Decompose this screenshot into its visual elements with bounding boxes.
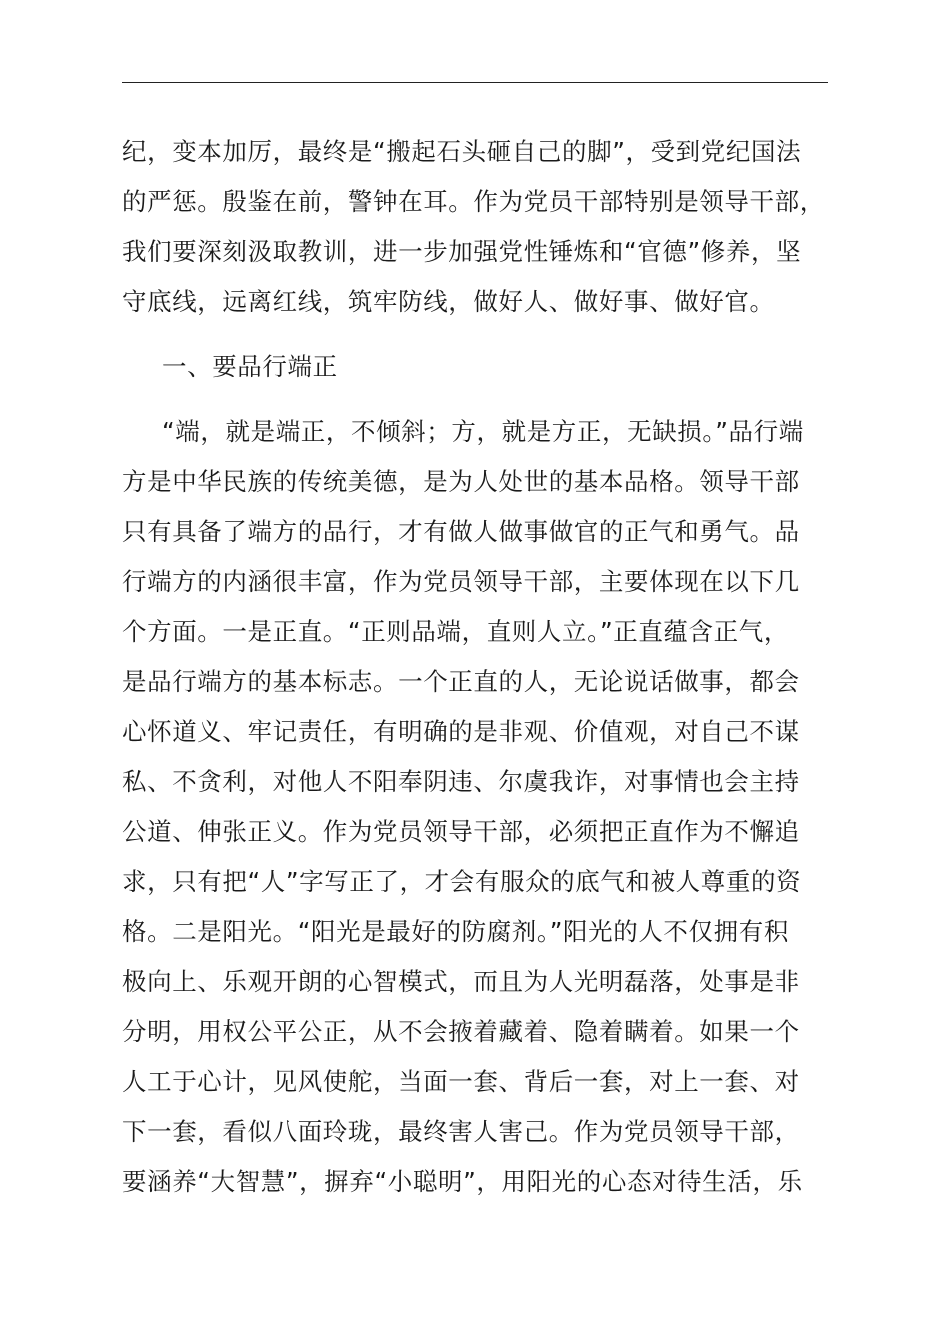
text-line: 求，只有把“人”字写正了，才会有服众的底气和被人尊重的资 xyxy=(122,867,802,896)
text-line: 守底线，远离红线，筑牢防线，做好人、做好事、做好官。 xyxy=(122,287,775,316)
text-line: 公道、伸张正义。作为党员领导干部，必须把正直作为不懈追 xyxy=(122,817,800,846)
section-heading: 一、要品行端正 xyxy=(162,352,338,381)
text-line: 分明，用权公平公正，从不会掖着藏着、隐着瞒着。如果一个 xyxy=(122,1017,800,1046)
text-line: 心怀道义、牢记责任，有明确的是非观、价值观，对自己不谋 xyxy=(122,717,800,746)
text-line: 下一套，看似八面玲珑，最终害人害己。作为党员领导干部， xyxy=(122,1117,800,1146)
text-line: 极向上、乐观开朗的心智模式，而且为人光明磊落，处事是非 xyxy=(122,967,800,996)
header-rule xyxy=(122,82,828,83)
paragraph-gap xyxy=(122,327,834,342)
document-body xyxy=(122,127,834,1207)
text-line: 纪，变本加厉，最终是“搬起石头砸自己的脚”，受到党纪国法 xyxy=(122,137,802,166)
text-line: 是品行端方的基本标志。一个正直的人，无论说话做事，都会 xyxy=(122,667,800,696)
text-line: 要涵养“大智慧”，摒弃“小聪明”，用阳光的心态对待生活，乐 xyxy=(122,1167,803,1196)
text-line: 我们要深刻汲取教训，进一步加强党性锤炼和“官德”修养，坚 xyxy=(122,237,802,266)
paragraph-gap xyxy=(122,392,834,407)
text-line: 私、不贪利，对他人不阳奉阴违、尔虞我诈，对事情也会主持 xyxy=(122,767,800,796)
text-line: 人工于心计，见风使舵，当面一套、背后一套，对上一套、对 xyxy=(122,1067,800,1096)
text-line: 格。二是阳光。“阳光是最好的防腐剂。”阳光的人不仅拥有积 xyxy=(122,917,789,946)
text-line: 方是中华民族的传统美德，是为人处世的基本品格。领导干部 xyxy=(122,467,800,496)
text-line-first: “端，就是端正，不倾斜；方，就是方正，无缺损。”品行端 xyxy=(162,417,804,446)
text-line: 的严惩。殷鉴在前，警钟在耳。作为党员干部特别是领导干部， xyxy=(122,187,825,216)
text-line: 个方面。一是正直。“正则品端，直则人立。”正直蕴含正气， xyxy=(122,617,789,646)
text-line: 只有具备了端方的品行，才有做人做事做官的正气和勇气。品 xyxy=(122,517,800,546)
text-line: 行端方的内涵很丰富，作为党员领导干部，主要体现在以下几 xyxy=(122,567,800,596)
